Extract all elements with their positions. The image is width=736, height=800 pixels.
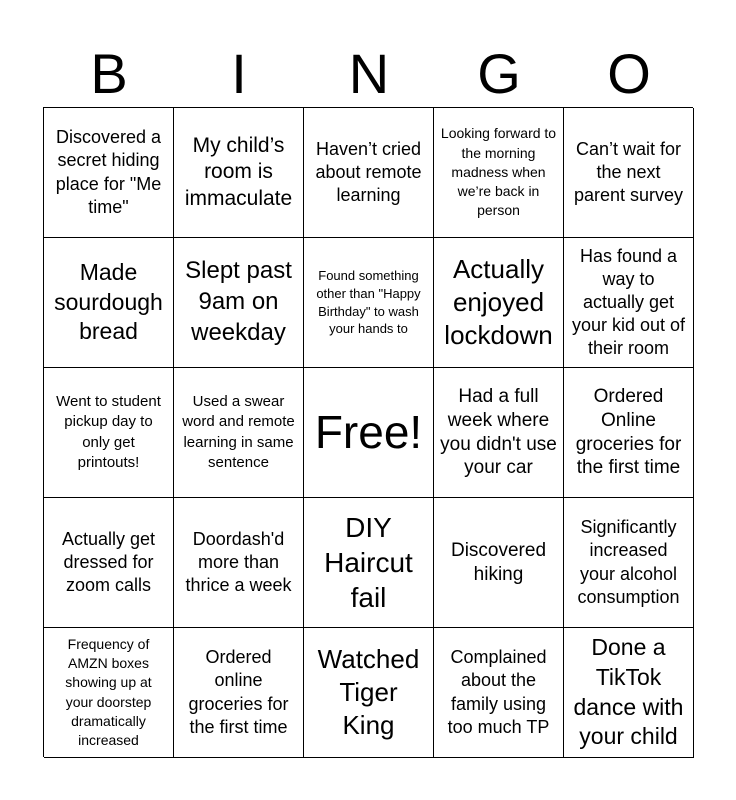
bingo-cell-r4-c3[interactable]: DIY Haircut fail (304, 498, 434, 628)
bingo-cell-r2-c4[interactable]: Actually enjoyed lockdown (434, 238, 564, 368)
bingo-cell-r1-c3[interactable]: Haven’t cried about remote learning (304, 108, 434, 238)
bingo-cell-r1-c2[interactable]: My child’s room is immaculate (174, 108, 304, 238)
bingo-cell-r3-c2[interactable]: Used a swear word and remote learning in same sentence (174, 368, 304, 498)
header-letter-o: O (607, 42, 651, 105)
bingo-cell-r3-c1[interactable]: Went to student pickup day to only get printouts! (44, 368, 174, 498)
header-letter-n: N (348, 42, 390, 105)
bingo-cell-r5-c5[interactable]: Done a TikTok dance with your child (564, 628, 694, 758)
bingo-header (44, 40, 694, 108)
bingo-cell-r2-c5[interactable]: Has found a way to actually get your kid out of their room (564, 238, 694, 368)
bingo-cell-r5-c2[interactable]: Ordered online groceries for the first time (174, 628, 304, 758)
bingo-cell-r5-c3[interactable]: Watched Tiger King (304, 628, 434, 758)
bingo-cell-r1-c1[interactable]: Discovered a secret hiding place for "Me time" (44, 108, 174, 238)
bingo-cell-r2-c2[interactable]: Slept past 9am on weekday (174, 238, 304, 368)
bingo-cell-free-space[interactable]: Free! (304, 368, 434, 498)
bingo-cell-r4-c2[interactable]: Doordash'd more than thrice a week (174, 498, 304, 628)
bingo-cell-r3-c4[interactable]: Had a full week where you didn't use your car (434, 368, 564, 498)
header-letter-i: I (231, 42, 247, 105)
bingo-cell-r5-c4[interactable]: Complained about the family using too much TP (434, 628, 564, 758)
bingo-cell-r1-c5[interactable]: Can’t wait for the next parent survey (564, 108, 694, 238)
header-letter-g: G (477, 42, 521, 105)
bingo-grid (43, 107, 693, 757)
bingo-cell-r5-c1[interactable]: Frequency of AMZN boxes showing up at your doorstep dramatically increased (44, 628, 174, 758)
bingo-cell-r2-c1[interactable]: Made sourdough bread (44, 238, 174, 368)
bingo-cell-r2-c3[interactable]: Found something other than "Happy Birthday" to wash your hands to (304, 238, 434, 368)
bingo-cell-r3-c5[interactable]: Ordered Online groceries for the first time (564, 368, 694, 498)
header-letter-b: B (90, 42, 128, 105)
bingo-cell-r4-c5[interactable]: Significantly increased your alcohol consumption (564, 498, 694, 628)
bingo-cell-r1-c4[interactable]: Looking forward to the morning madness when we’re back in person (434, 108, 564, 238)
bingo-cell-r4-c4[interactable]: Discovered hiking (434, 498, 564, 628)
bingo-cell-r4-c1[interactable]: Actually get dressed for zoom calls (44, 498, 174, 628)
